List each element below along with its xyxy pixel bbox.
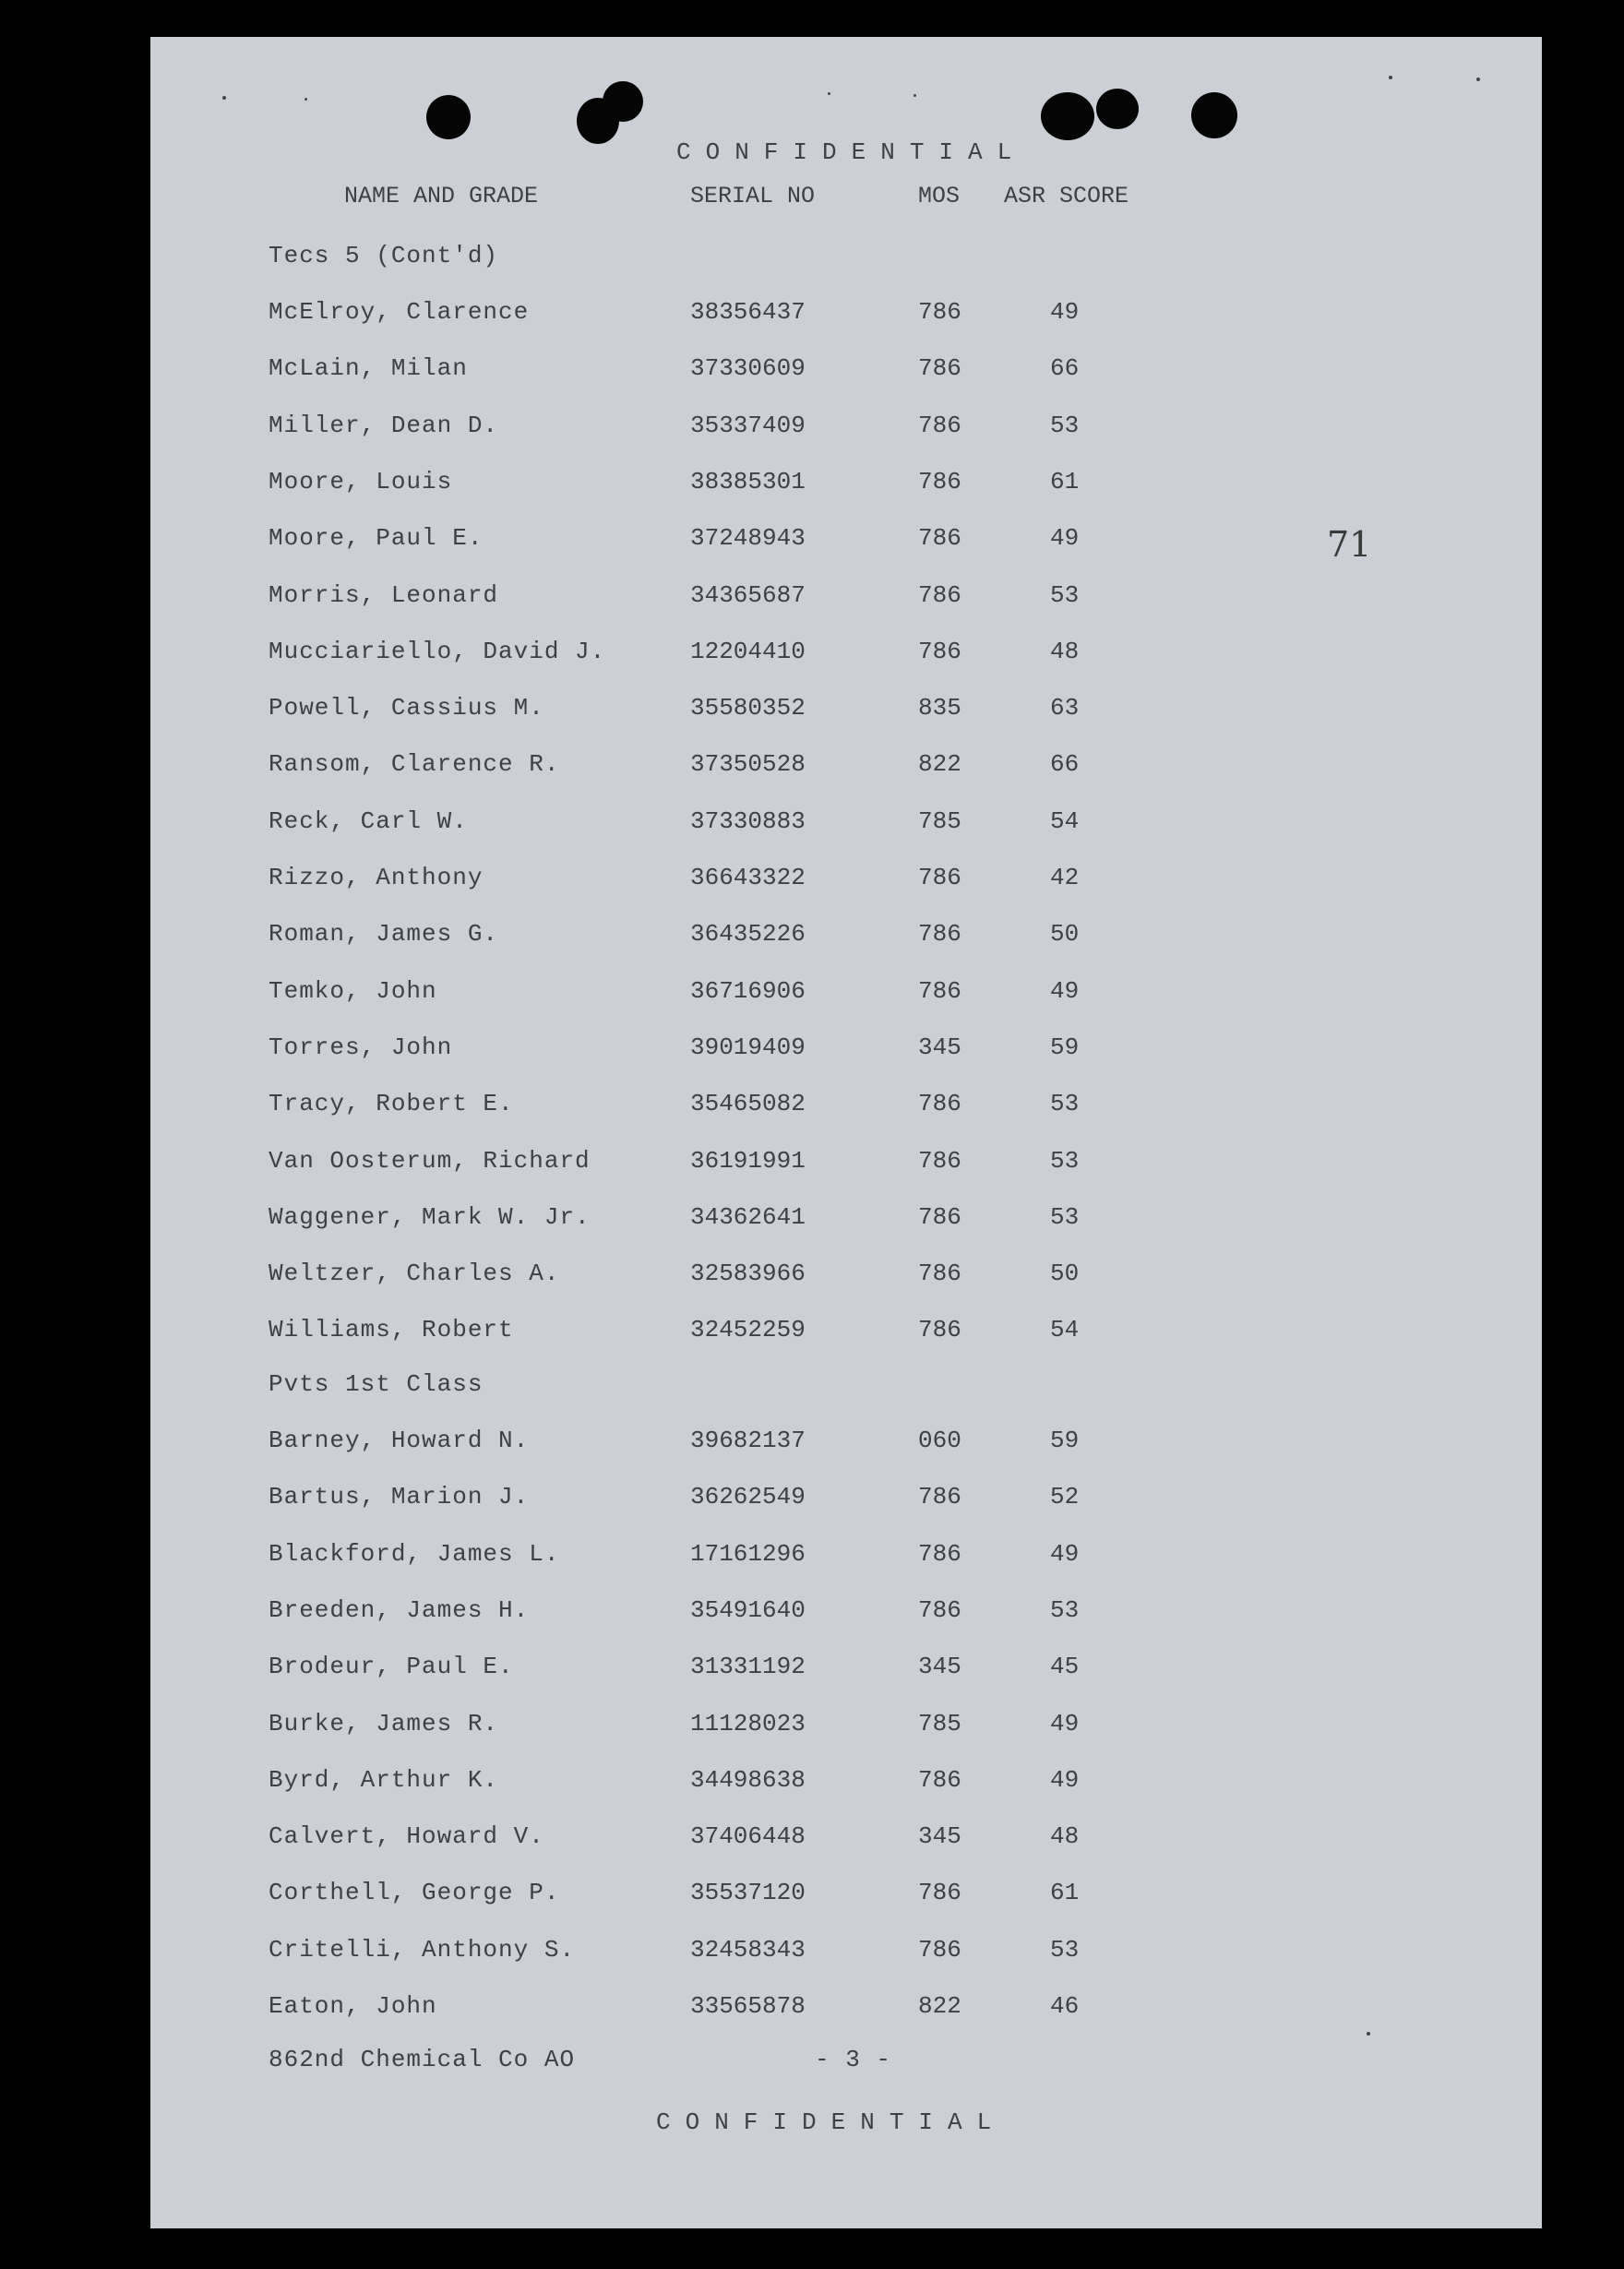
punch-hole (603, 81, 643, 122)
score-cell: 49 (1050, 1766, 1080, 1794)
score-cell: 53 (1050, 1936, 1080, 1964)
speck (304, 98, 307, 101)
score-cell: 52 (1050, 1483, 1080, 1511)
mos-cell: 786 (918, 468, 961, 496)
mos-cell: 786 (918, 1483, 961, 1511)
serial-cell: 39682137 (690, 1427, 806, 1454)
serial-cell: 36262549 (690, 1483, 806, 1511)
mos-cell: 822 (918, 1992, 961, 2020)
table-row (150, 1540, 1542, 1577)
mos-cell: 786 (918, 1936, 961, 1964)
name-cell: Burke, James R. (269, 1710, 499, 1738)
serial-cell: 34365687 (690, 581, 806, 609)
name-cell: Powell, Cassius M. (269, 694, 544, 722)
serial-cell: 31331192 (690, 1653, 806, 1680)
mos-cell: 786 (918, 920, 961, 948)
table-row (150, 1653, 1542, 1690)
name-cell: Weltzer, Charles A. (269, 1260, 560, 1287)
name-cell: Calvert, Howard V. (269, 1822, 544, 1850)
score-cell: 54 (1050, 807, 1080, 835)
mos-cell: 060 (918, 1427, 961, 1454)
mos-cell: 786 (918, 1203, 961, 1231)
score-cell: 53 (1050, 1596, 1080, 1624)
table-row (150, 1260, 1542, 1296)
name-cell: Mucciariello, David J. (269, 638, 606, 665)
score-cell: 48 (1050, 1822, 1080, 1850)
name-cell: Corthell, George P. (269, 1879, 560, 1906)
table-row (150, 1710, 1542, 1747)
name-cell: Moore, Louis (269, 468, 453, 496)
score-cell: 42 (1050, 864, 1080, 891)
score-cell: 63 (1050, 694, 1080, 722)
score-cell: 59 (1050, 1033, 1080, 1061)
mos-cell: 786 (918, 298, 961, 326)
score-cell: 53 (1050, 1203, 1080, 1231)
name-cell: Critelli, Anthony S. (269, 1936, 576, 1964)
serial-cell: 36191991 (690, 1147, 806, 1175)
section-title: Tecs 5 (Cont'd) (269, 242, 499, 269)
document-page (150, 37, 1542, 2228)
table-row (150, 1033, 1542, 1070)
name-cell: Temko, John (269, 977, 437, 1005)
score-cell: 45 (1050, 1653, 1080, 1680)
mos-cell: 345 (918, 1033, 961, 1061)
speck (1476, 78, 1480, 81)
mos-cell: 786 (918, 1090, 961, 1117)
speck (828, 92, 830, 95)
classification-bottom: CONFIDENTIAL (656, 2108, 1007, 2136)
serial-cell: 39019409 (690, 1033, 806, 1061)
table-row (150, 638, 1542, 675)
score-cell: 59 (1050, 1427, 1080, 1454)
serial-cell: 32583966 (690, 1260, 806, 1287)
serial-cell: 32458343 (690, 1936, 806, 1964)
name-cell: Waggener, Mark W. Jr. (269, 1203, 591, 1231)
name-cell: Torres, John (269, 1033, 453, 1061)
mos-cell: 786 (918, 864, 961, 891)
score-cell: 53 (1050, 412, 1080, 439)
table-row (150, 864, 1542, 901)
mos-cell: 785 (918, 807, 961, 835)
name-cell: Barney, Howard N. (269, 1427, 530, 1454)
serial-cell: 11128023 (690, 1710, 806, 1738)
mos-cell: 786 (918, 1260, 961, 1287)
punch-hole (1096, 89, 1139, 129)
score-cell: 50 (1050, 1260, 1080, 1287)
name-cell: Ransom, Clarence R. (269, 750, 560, 778)
mos-cell: 785 (918, 1710, 961, 1738)
table-row (150, 1596, 1542, 1633)
mos-cell: 786 (918, 638, 961, 665)
name-cell: Byrd, Arthur K. (269, 1766, 499, 1794)
score-cell: 48 (1050, 638, 1080, 665)
serial-cell: 36716906 (690, 977, 806, 1005)
score-cell: 53 (1050, 1090, 1080, 1117)
section-title: Pvts 1st Class (269, 1370, 484, 1398)
serial-cell: 37330883 (690, 807, 806, 835)
mos-cell: 786 (918, 412, 961, 439)
table-row (150, 354, 1542, 391)
mos-cell: 786 (918, 1316, 961, 1343)
name-cell: Bartus, Marion J. (269, 1483, 530, 1511)
mos-cell: 786 (918, 1147, 961, 1175)
name-cell: Rizzo, Anthony (269, 864, 484, 891)
punch-hole (1191, 92, 1237, 138)
mos-cell: 786 (918, 354, 961, 382)
table-row (150, 1483, 1542, 1520)
table-row (150, 581, 1542, 618)
column-header-serial: SERIAL NO (690, 183, 816, 209)
score-cell: 61 (1050, 468, 1080, 496)
mos-cell: 835 (918, 694, 961, 722)
table-row (150, 1147, 1542, 1184)
table-row (150, 1203, 1542, 1240)
unit-name: 862nd Chemical Co AO (269, 2046, 576, 2073)
column-header-mos: MOS (918, 183, 961, 209)
speck (1367, 2032, 1370, 2036)
name-cell: McElroy, Clarence (269, 298, 530, 326)
classification-top: CONFIDENTIAL (676, 138, 1027, 166)
name-cell: Williams, Robert (269, 1316, 514, 1343)
score-cell: 54 (1050, 1316, 1080, 1343)
table-row (150, 750, 1542, 787)
mos-cell: 786 (918, 1879, 961, 1906)
serial-cell: 37406448 (690, 1822, 806, 1850)
serial-cell: 37248943 (690, 524, 806, 552)
score-cell: 53 (1050, 1147, 1080, 1175)
serial-cell: 34362641 (690, 1203, 806, 1231)
serial-cell: 38356437 (690, 298, 806, 326)
name-cell: Breeden, James H. (269, 1596, 530, 1624)
table-row (150, 1427, 1542, 1463)
mos-cell: 786 (918, 1596, 961, 1624)
name-cell: Brodeur, Paul E. (269, 1653, 514, 1680)
name-cell: Van Oosterum, Richard (269, 1147, 591, 1175)
table-row (150, 977, 1542, 1014)
serial-cell: 33565878 (690, 1992, 806, 2020)
table-row (150, 1822, 1542, 1859)
name-cell: Tracy, Robert E. (269, 1090, 514, 1117)
name-cell: Eaton, John (269, 1992, 437, 2020)
mos-cell: 345 (918, 1822, 961, 1850)
serial-cell: 35580352 (690, 694, 806, 722)
punch-hole (1041, 92, 1094, 140)
score-cell: 49 (1050, 524, 1080, 552)
serial-cell: 36435226 (690, 920, 806, 948)
name-cell: Blackford, James L. (269, 1540, 560, 1568)
name-cell: McLain, Milan (269, 354, 468, 382)
score-cell: 49 (1050, 977, 1080, 1005)
table-row (150, 1316, 1542, 1353)
name-cell: Moore, Paul E. (269, 524, 484, 552)
name-cell: Morris, Leonard (269, 581, 499, 609)
score-cell: 61 (1050, 1879, 1080, 1906)
mos-cell: 822 (918, 750, 961, 778)
speck (914, 94, 916, 97)
serial-cell: 35537120 (690, 1879, 806, 1906)
score-cell: 46 (1050, 1992, 1080, 2020)
score-cell: 66 (1050, 750, 1080, 778)
serial-cell: 35465082 (690, 1090, 806, 1117)
score-cell: 53 (1050, 581, 1080, 609)
name-cell: Roman, James G. (269, 920, 499, 948)
speck (222, 96, 226, 100)
mos-cell: 786 (918, 581, 961, 609)
column-header-name: NAME AND GRADE (344, 183, 539, 209)
table-row (150, 1936, 1542, 1973)
serial-cell: 35491640 (690, 1596, 806, 1624)
score-cell: 49 (1050, 1710, 1080, 1738)
table-row (150, 468, 1542, 505)
page-number: - 3 - (815, 2046, 892, 2073)
table-row (150, 1090, 1542, 1127)
speck (1389, 76, 1392, 79)
score-cell: 50 (1050, 920, 1080, 948)
score-cell: 66 (1050, 354, 1080, 382)
table-row (150, 1879, 1542, 1916)
serial-cell: 34498638 (690, 1766, 806, 1794)
score-cell: 49 (1050, 1540, 1080, 1568)
serial-cell: 37350528 (690, 750, 806, 778)
mos-cell: 786 (918, 524, 961, 552)
serial-cell: 17161296 (690, 1540, 806, 1568)
mos-cell: 786 (918, 1766, 961, 1794)
table-row (150, 1766, 1542, 1803)
table-row (150, 412, 1542, 448)
margin-note: 71 (1327, 524, 1372, 565)
mos-cell: 786 (918, 1540, 961, 1568)
table-row (150, 807, 1542, 844)
name-cell: Reck, Carl W. (269, 807, 468, 835)
serial-cell: 12204410 (690, 638, 806, 665)
table-row (150, 298, 1542, 335)
name-cell: Miller, Dean D. (269, 412, 499, 439)
mos-cell: 786 (918, 977, 961, 1005)
punch-hole (426, 95, 471, 139)
serial-cell: 37330609 (690, 354, 806, 382)
table-row (150, 694, 1542, 731)
score-cell: 49 (1050, 298, 1080, 326)
serial-cell: 38385301 (690, 468, 806, 496)
column-header-score: ASR SCORE (1004, 183, 1129, 209)
serial-cell: 32452259 (690, 1316, 806, 1343)
mos-cell: 345 (918, 1653, 961, 1680)
table-row (150, 1992, 1542, 2029)
serial-cell: 36643322 (690, 864, 806, 891)
serial-cell: 35337409 (690, 412, 806, 439)
table-row (150, 920, 1542, 957)
